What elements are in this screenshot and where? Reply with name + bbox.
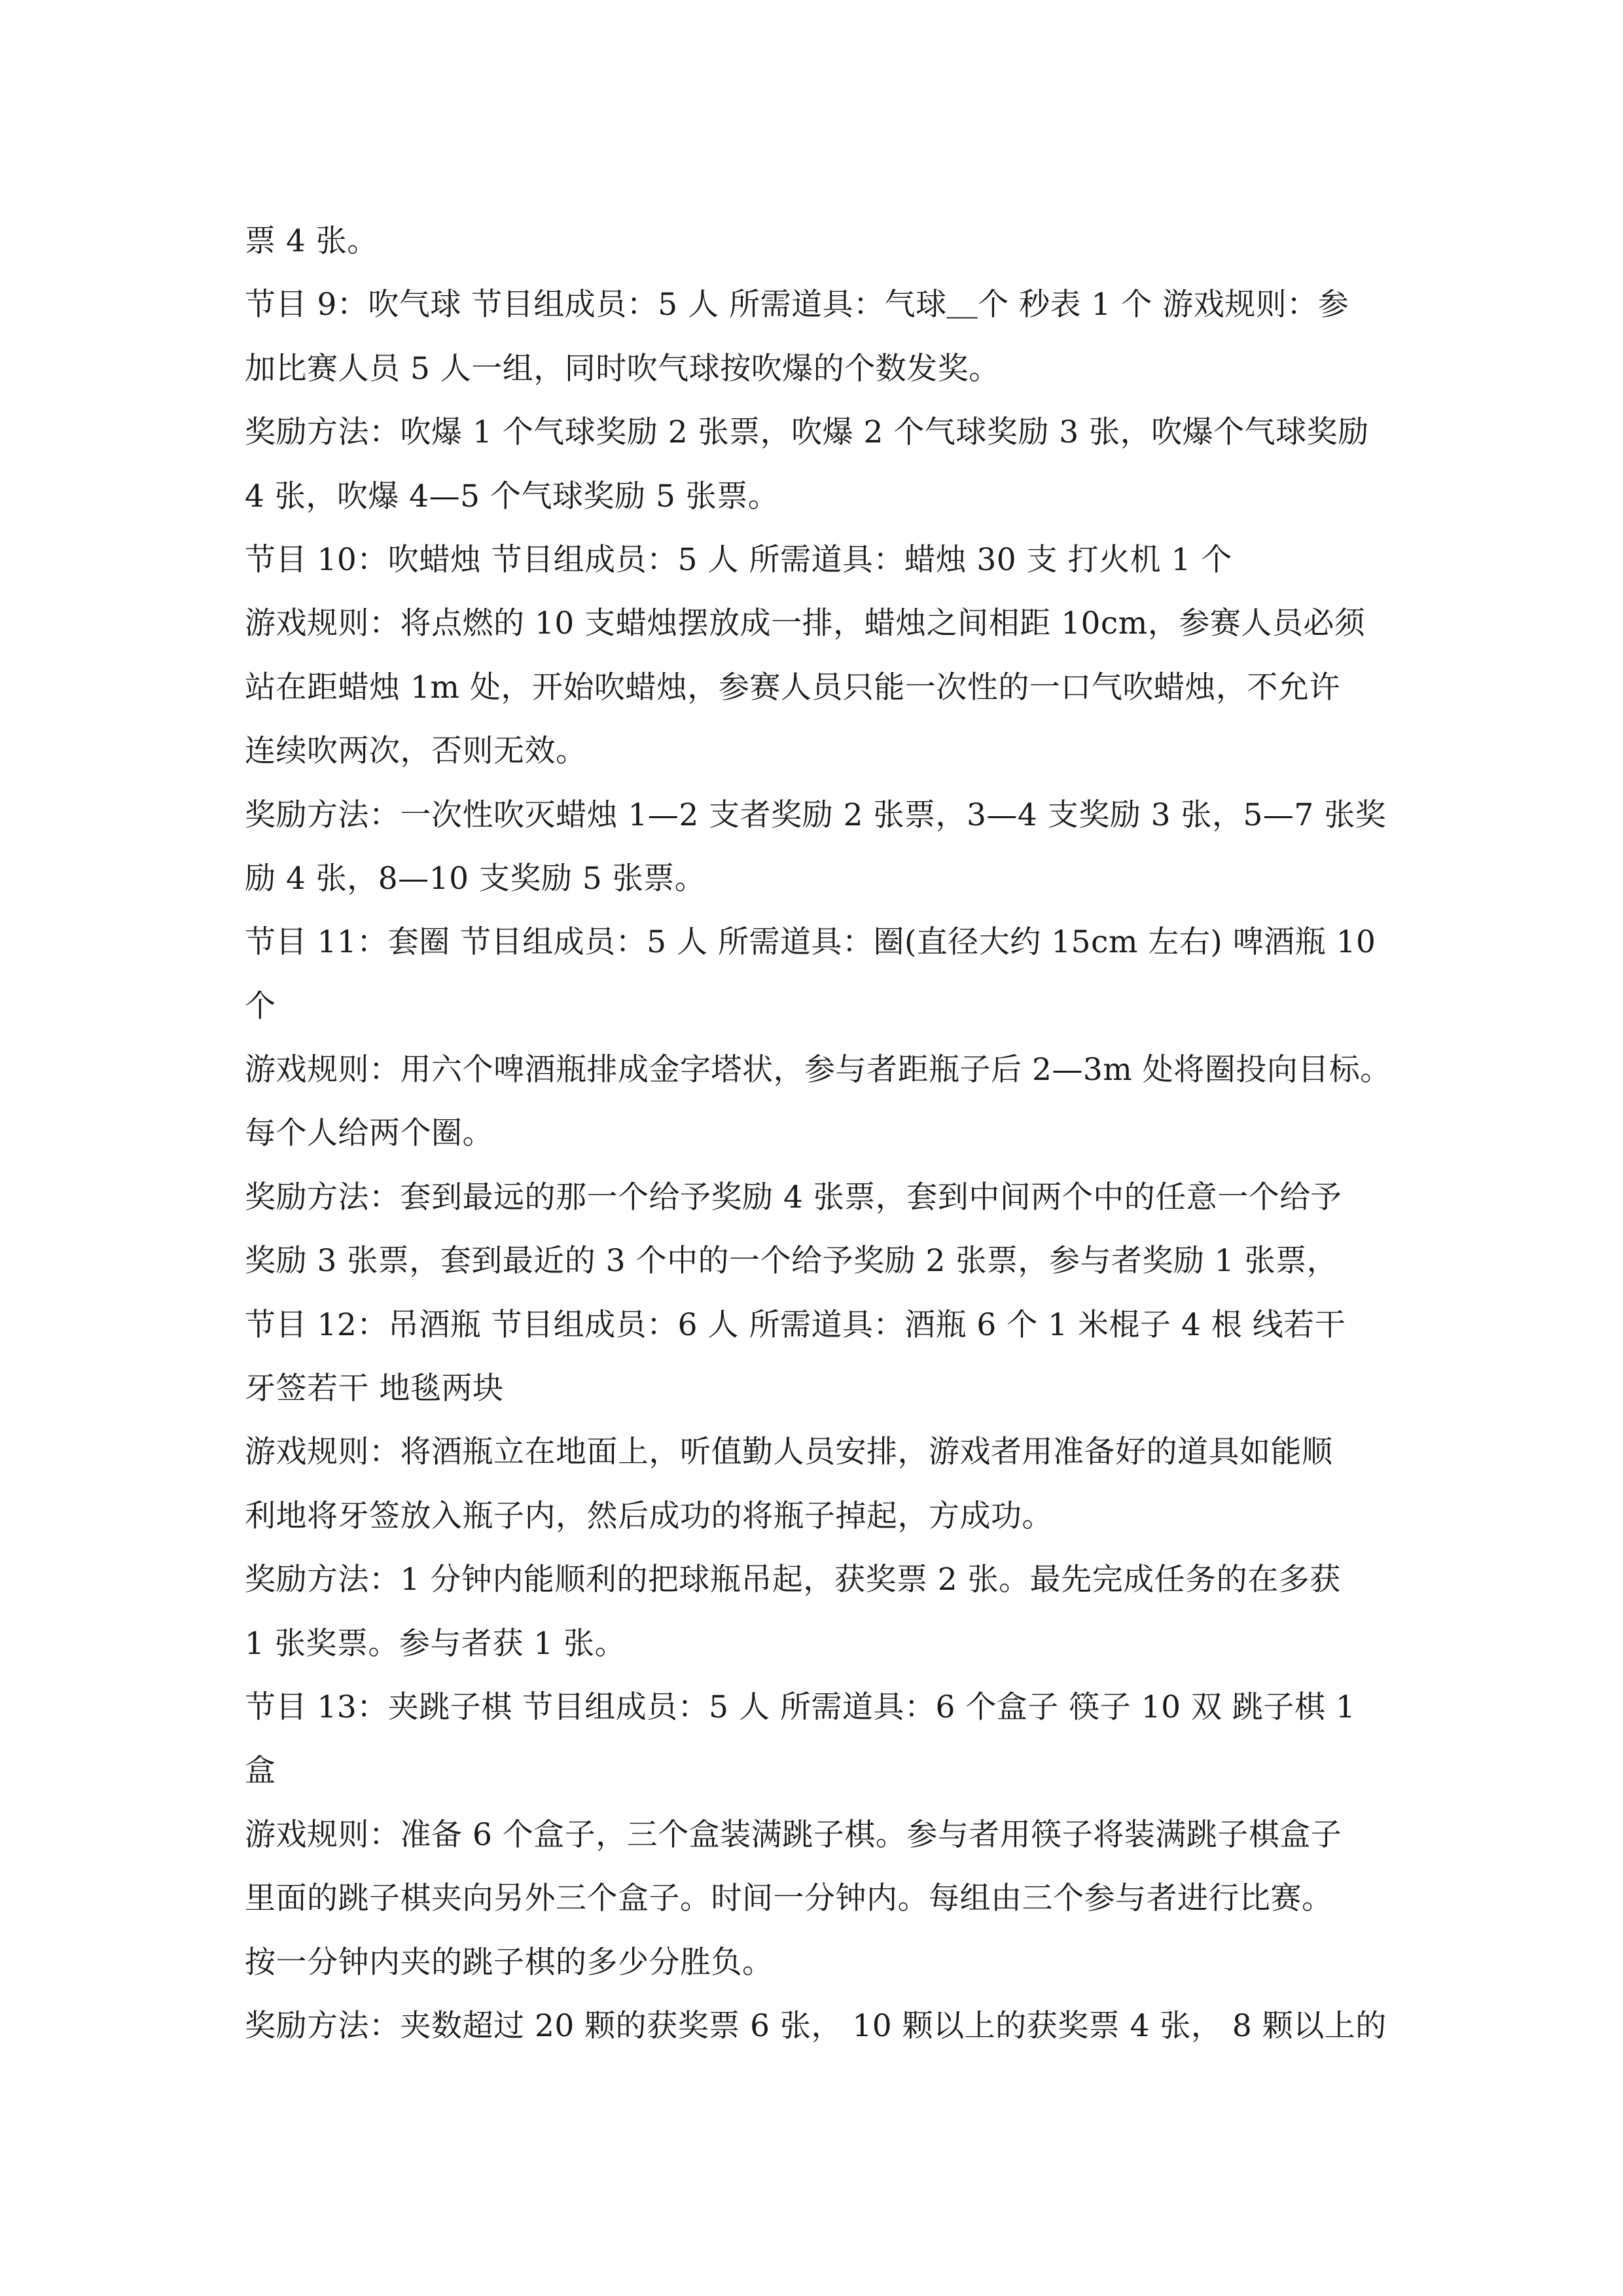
text-line: 利地将牙签放入瓶子内，然后成功的将瓶子掉起，方成功。 bbox=[245, 1498, 1053, 1534]
text-line: 盒 bbox=[245, 1753, 276, 1789]
text-line: 节目 10：吹蜡烛 节目组成员：5 人 所需道具：蜡烛 30 支 打火机 1 个 bbox=[245, 541, 1232, 578]
text-line: 每个人给两个圈。 bbox=[245, 1115, 493, 1152]
document-body bbox=[245, 209, 1397, 2058]
text-line: 牙签若干 地毯两块 bbox=[245, 1371, 504, 1407]
text-line: 1 张奖票。参与者获 1 张。 bbox=[245, 1625, 626, 1662]
text-line: 连续吹两次，否则无效。 bbox=[245, 733, 587, 770]
text-line: 游戏规则：将酒瓶立在地面上，听值勤人员安排，游戏者用准备好的道具如能顺 bbox=[245, 1434, 1333, 1471]
text-line: 个 bbox=[245, 988, 276, 1024]
text-line: 票 4 张。 bbox=[245, 223, 378, 259]
text-line: 励 4 张，8—10 支奖励 5 张票。 bbox=[245, 860, 706, 897]
text-line: 里面的跳子棋夹向另外三个盒子。时间一分钟内。每组由三个参与者进行比赛。 bbox=[245, 1880, 1333, 1917]
text-line: 游戏规则：准备 6 个盒子，三个盒装满跳子棋。参与者用筷子将装满跳子棋盒子 bbox=[245, 1816, 1342, 1853]
text-line: 节目 9：吹气球 节目组成员：5 人 所需道具：气球＿个 秒表 1 个 游戏规则：参 bbox=[245, 287, 1349, 323]
text-line: 节目 12：吊酒瓶 节目组成员：6 人 所需道具：酒瓶 6 个 1 米棍子 4 根 线若干 bbox=[245, 1306, 1346, 1343]
text-line: 奖励方法：一次性吹灭蜡烛 1—2 支者奖励 2 张票，3—4 支奖励 3 张，5—7 张奖 bbox=[245, 797, 1387, 833]
text-line: 节目 13：夹跳子棋 节目组成员：5 人 所需道具：6 个盒子 筷子 10 双 跳子棋 1 bbox=[245, 1689, 1356, 1725]
text-line: 游戏规则：将点燃的 10 支蜡烛摆放成一排，蜡烛之间相距 10cm，参赛人员必须 bbox=[245, 605, 1366, 642]
text-line: 按一分钟内夹的跳子棋的多少分胜负。 bbox=[245, 1944, 774, 1981]
text-line: 节目 11：套圈 节目组成员：5 人 所需道具：圈(直径大约 15cm 左右) 啤酒瓶 10 bbox=[245, 924, 1376, 961]
text-line: 4 张，吹爆 4—5 个气球奖励 5 张票。 bbox=[245, 478, 779, 514]
text-line: 奖励方法：夹数超过 20 颗的获奖票 6 张， 10 颗以上的获奖票 4 张， 8 颗以上的 bbox=[245, 2007, 1387, 2044]
text-line: 奖励方法：套到最远的那一个给予奖励 4 张票，套到中间两个中的任意一个给予 bbox=[245, 1179, 1342, 1215]
text-line: 游戏规则：用六个啤酒瓶排成金字塔状，参与者距瓶子后 2—3m 处将圈投向目标。 bbox=[245, 1052, 1391, 1088]
text-line: 站在距蜡烛 1m 处，开始吹蜡烛，参赛人员只能一次性的一口气吹蜡烛，不允许 bbox=[245, 669, 1340, 706]
text-line: 奖励方法：1 分钟内能顺利的把球瓶吊起，获奖票 2 张。最先完成任务的在多获 bbox=[245, 1562, 1341, 1598]
text-line: 奖励方法：吹爆 1 个气球奖励 2 张票，吹爆 2 个气球奖励 3 张，吹爆个气球奖励 bbox=[245, 414, 1369, 451]
text-line: 加比赛人员 5 人一组，同时吹气球按吹爆的个数发奖。 bbox=[245, 350, 1000, 387]
text-line: 奖励 3 张票，套到最近的 3 个中的一个给予奖励 2 张票，参与者奖励 1 张票， bbox=[245, 1243, 1338, 1280]
